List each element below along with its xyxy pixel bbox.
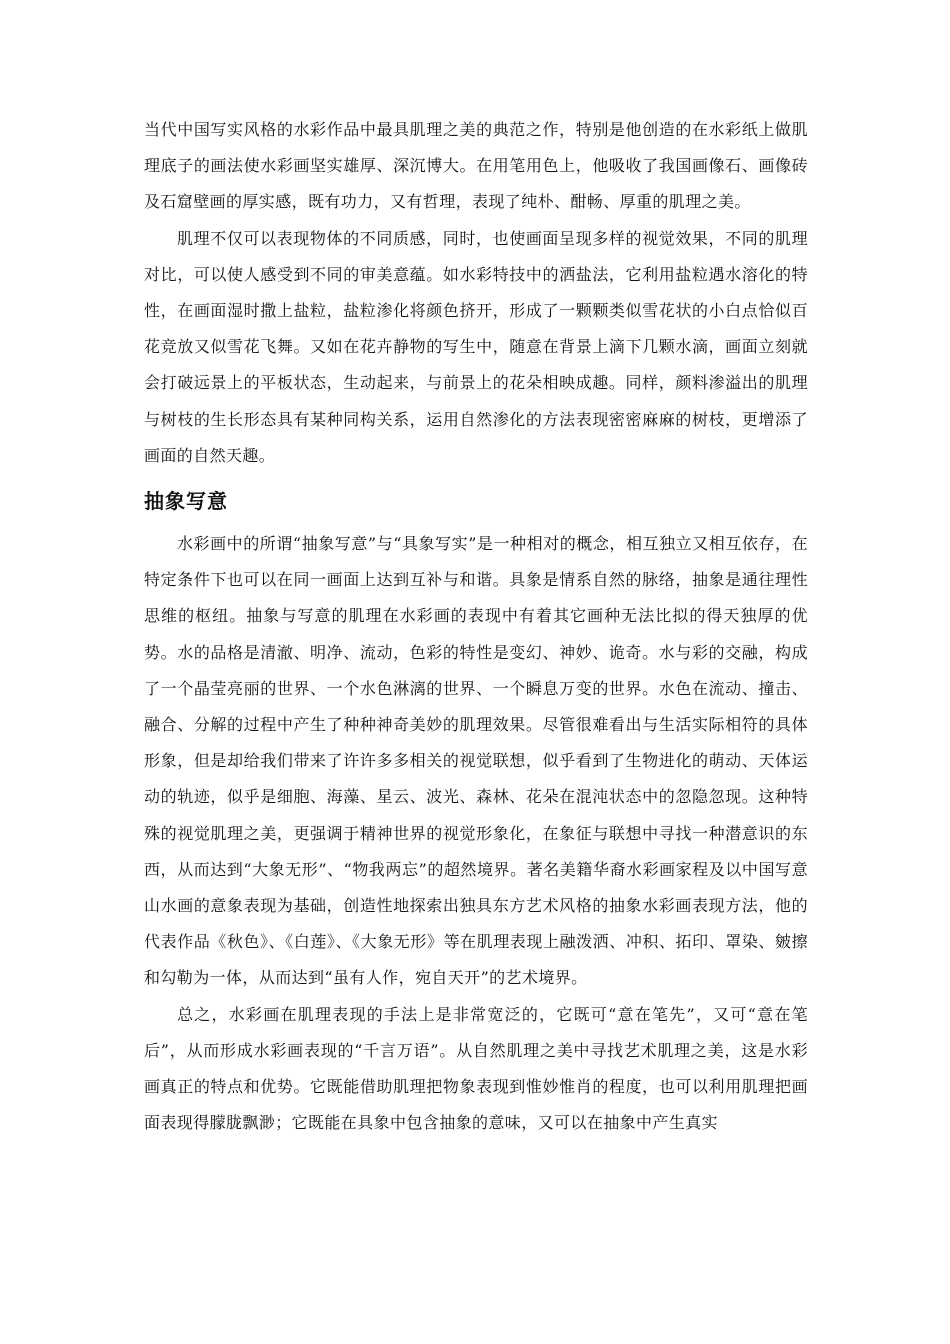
body-paragraph: 总之，水彩画在肌理表现的手法上是非常宽泛的，它既可“意在笔先”，又可“意在笔后”，从而形成水彩画表现的“千言万语”。从自然肌理之美中寻找艺术肌理之美，这是水彩画真正的特点和优势。它既能借助肌理把物象表现到惟妙惟肖的程度，也可以利用肌理把画面表现得朦胧飘渺；它既能在具象中包含抽象的意味，又可以在抽象中产生真实 bbox=[144, 1004, 808, 1133]
section-heading: 抽象写意 bbox=[144, 489, 228, 514]
body-paragraph: 当代中国写实风格的水彩作品中最具肌理之美的典范之作，特别是他创造的在水彩纸上做肌理底子的画法使水彩画坚实雄厚、深沉博大。在用笔用色上，他吸收了我国画像石、画像砖及石窟壁画的厚实感，既有功力，又有哲理，表现了纯朴、酣畅、厚重的肌理之美。 bbox=[144, 120, 808, 212]
document-page bbox=[144, 112, 808, 1141]
body-paragraph: 水彩画中的所谓“抽象写意”与“具象写实”是一种相对的概念，相互独立又相互依存，在特定条件下也可以在同一画面上达到互补与和谐。具象是情系自然的脉络，抽象是通往理性思维的枢纽。抽象与写意的肌理在水彩画的表现中有着其它画种无法比拟的得天独厚的优势。水的品格是清澈、明净、流动，色彩的特性是变幻、神妙、诡奇。水与彩的交融，构成了一个晶莹亮丽的世界、一个水色淋漓的世界、一个瞬息万变的世界。水色在流动、撞击、融合、分解的过程中产生了种种神奇美妙的肌理效果。尽管很难看出与生活实际相符的具体形象，但是却给我们带来了许许多多相关的视觉联想，似乎看到了生物进化的萌动、天体运动的轨迹，似乎是细胞、海藻、星云、波光、森林、花朵在混沌状态中的忽隐忽现。这种特殊的视觉肌理之美，更强调于精神世界的视觉形象化，在象征与联想中寻找一种潜意识的东西，从而达到“大象无形”、“物我两忘”的超然境界。著名美籍华裔水彩画家程及以中国写意山水画的意象表现为基础，创造性地探索出独具东方艺术风格的抽象水彩画表现方法，他的代表作品《秋色》、《白莲》、《大象无形》等在肌理表现上融泼洒、冲积、拓印、罩染、皴擦和勾勒为一体，从而达到“虽有人作，宛自天开”的艺术境界。 bbox=[144, 534, 808, 988]
body-paragraph: 肌理不仅可以表现物体的不同质感，同时，也使画面呈现多样的视觉效果，不同的肌理对比，可以使人感受到不同的审美意蕴。如水彩特技中的洒盐法，它利用盐粒遇水溶化的特性，在画面湿时撒上盐粒，盐粒渗化将颜色挤开，形成了一颗颗类似雪花状的小白点恰似百花竞放又似雪花飞舞。又如在花卉静物的写生中，随意在背景上滴下几颗水滴，画面立刻就会打破远景上的平板状态，生动起来，与前景上的花朵相映成趣。同样，颜料渗溢出的肌理与树枝的生长形态具有某种同构关系，运用自然渗化的方法表现密密麻麻的树枝，更增添了画面的自然天趣。 bbox=[144, 228, 808, 465]
